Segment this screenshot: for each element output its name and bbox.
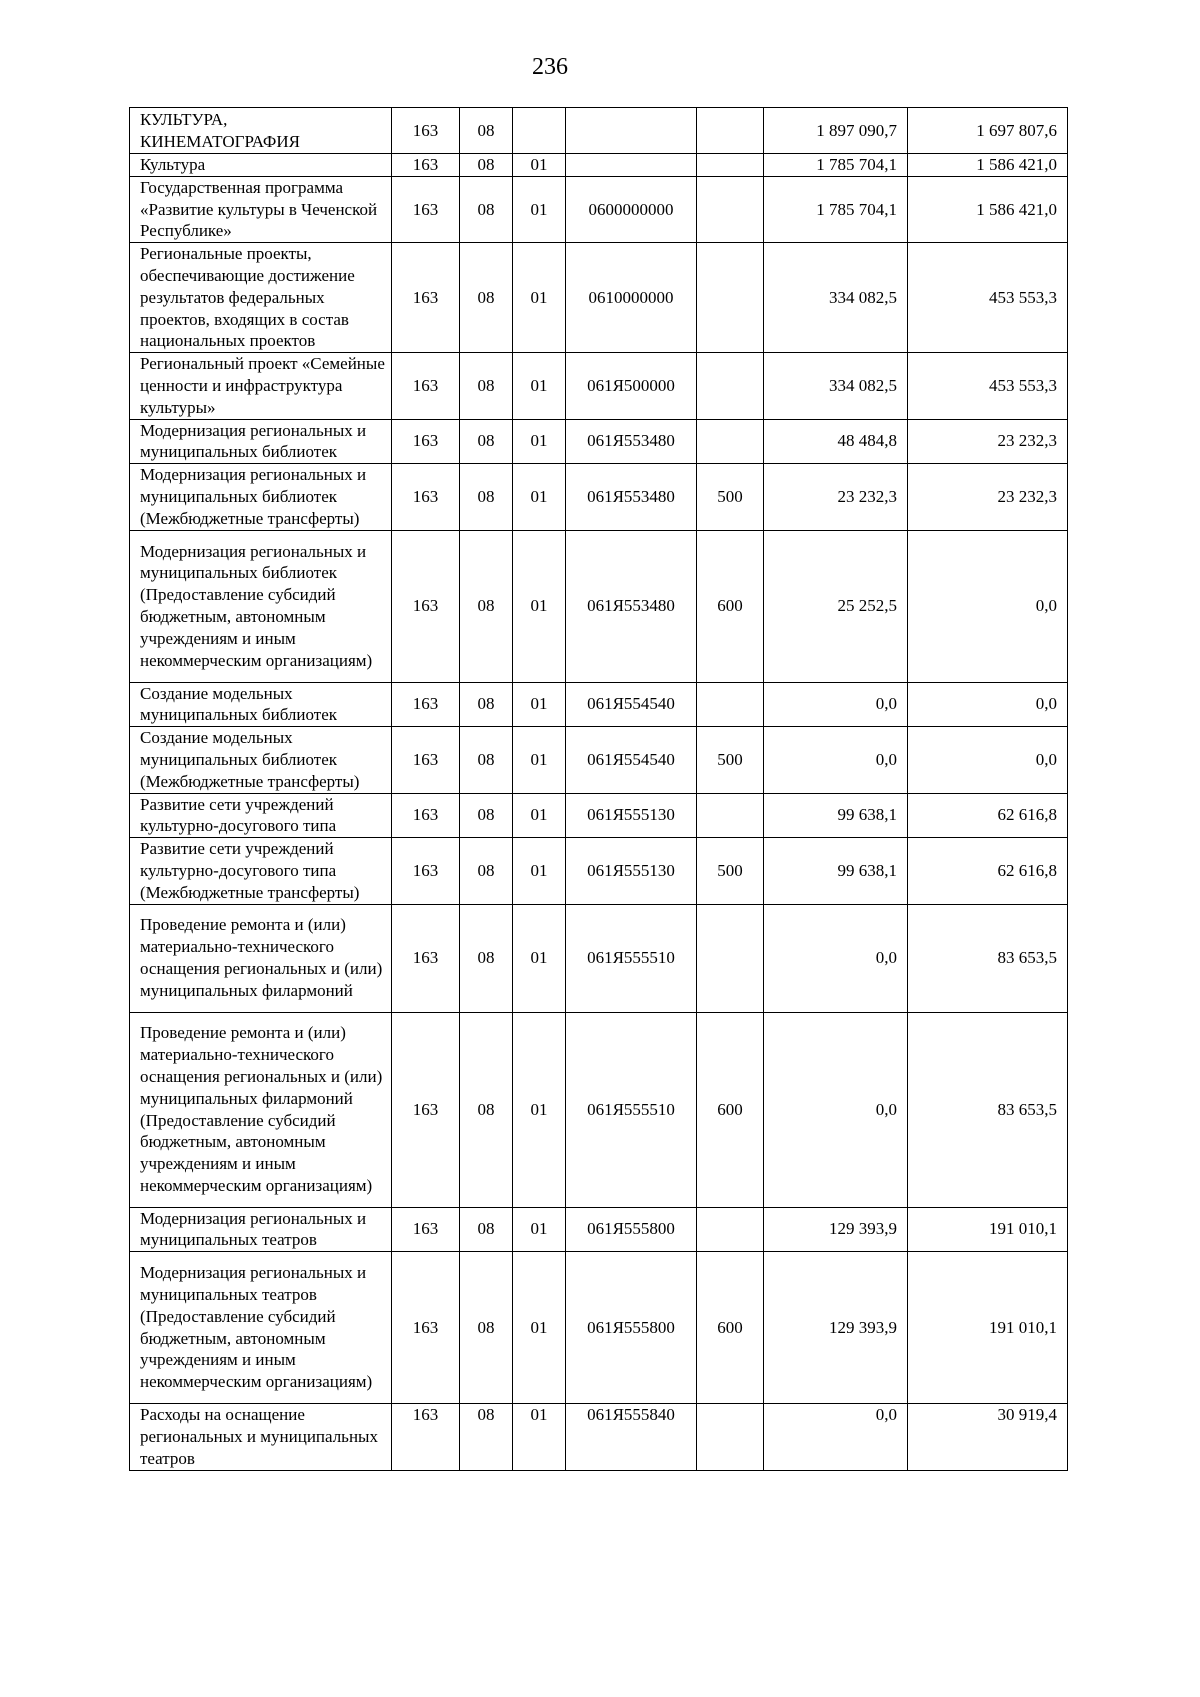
amount-year-2: 0,0	[908, 727, 1068, 793]
section-code: 08	[460, 353, 513, 419]
expense-type-code	[697, 1404, 764, 1470]
row-name: Расходы на оснащение региональных и муниципальных театров	[130, 1404, 392, 1470]
expense-type-code	[697, 904, 764, 1012]
subsection-code: 01	[513, 727, 566, 793]
table-row	[130, 419, 1068, 464]
subsection-code: 01	[513, 838, 566, 904]
subsection-code: 01	[513, 176, 566, 242]
amount-year-1: 48 484,8	[764, 419, 908, 464]
subsection-code: 01	[513, 1252, 566, 1404]
subsection-code: 01	[513, 1207, 566, 1252]
expense-type-code	[697, 682, 764, 727]
section-code: 08	[460, 243, 513, 353]
section-code: 08	[460, 1012, 513, 1207]
amount-year-2: 453 553,3	[908, 243, 1068, 353]
amount-year-1: 1 897 090,7	[764, 108, 908, 154]
amount-year-1: 23 232,3	[764, 464, 908, 530]
ministry-code: 163	[392, 243, 460, 353]
table-row	[130, 353, 1068, 419]
expense-type-code	[697, 793, 764, 838]
amount-year-2: 191 010,1	[908, 1207, 1068, 1252]
section-code: 08	[460, 530, 513, 682]
amount-year-2: 1 697 807,6	[908, 108, 1068, 154]
expense-type-code	[697, 243, 764, 353]
expense-type-code	[697, 353, 764, 419]
subsection-code: 01	[513, 1404, 566, 1470]
table-row	[130, 793, 1068, 838]
row-name: Модернизация региональных и муниципальных библиотек (Предоставление субсидий бюджетным, автономным учреждениям и иным некоммерческим организациям)	[130, 530, 392, 682]
table-row	[130, 108, 1068, 154]
amount-year-2: 23 232,3	[908, 464, 1068, 530]
row-name: Развитие сети учреждений культурно-досугового типа	[130, 793, 392, 838]
amount-year-1: 0,0	[764, 904, 908, 1012]
subsection-code: 01	[513, 1012, 566, 1207]
target-article-code: 061Я555840	[566, 1404, 697, 1470]
budget-table-body	[130, 108, 1068, 1471]
amount-year-1: 1 785 704,1	[764, 154, 908, 177]
target-article-code: 061Я555800	[566, 1207, 697, 1252]
amount-year-1: 99 638,1	[764, 838, 908, 904]
target-article-code: 061Я553480	[566, 419, 697, 464]
section-code: 08	[460, 1404, 513, 1470]
target-article-code: 061Я553480	[566, 464, 697, 530]
budget-table	[129, 107, 1068, 1471]
expense-type-code: 500	[697, 464, 764, 530]
amount-year-1: 0,0	[764, 1404, 908, 1470]
page-number: 236	[532, 54, 568, 80]
row-name: Государственная программа «Развитие культуры в Чеченской Республике»	[130, 176, 392, 242]
target-article-code: 0600000000	[566, 176, 697, 242]
row-name: КУЛЬТУРА, КИНЕМАТОГРАФИЯ	[130, 108, 392, 154]
amount-year-1: 129 393,9	[764, 1252, 908, 1404]
section-code: 08	[460, 838, 513, 904]
amount-year-2: 1 586 421,0	[908, 176, 1068, 242]
ministry-code: 163	[392, 353, 460, 419]
ministry-code: 163	[392, 838, 460, 904]
ministry-code: 163	[392, 419, 460, 464]
row-name: Проведение ремонта и (или) материально-технического оснащения региональных и (или) муниципальных филармоний (Предоставление субсидий бюджетным, автономным учреждениям и иным некоммерческим организациям)	[130, 1012, 392, 1207]
ministry-code: 163	[392, 176, 460, 242]
table-row	[130, 838, 1068, 904]
ministry-code: 163	[392, 904, 460, 1012]
target-article-code: 061Я555130	[566, 838, 697, 904]
section-code: 08	[460, 1207, 513, 1252]
section-code: 08	[460, 727, 513, 793]
target-article-code: 061Я554540	[566, 682, 697, 727]
target-article-code	[566, 108, 697, 154]
target-article-code: 061Я555800	[566, 1252, 697, 1404]
amount-year-2: 83 653,5	[908, 904, 1068, 1012]
table-row	[130, 904, 1068, 1012]
amount-year-2: 1 586 421,0	[908, 154, 1068, 177]
subsection-code: 01	[513, 243, 566, 353]
expense-type-code	[697, 419, 764, 464]
row-name: Создание модельных муниципальных библиотек	[130, 682, 392, 727]
amount-year-1: 334 082,5	[764, 243, 908, 353]
row-name: Модернизация региональных и муниципальных библиотек (Межбюджетные трансферты)	[130, 464, 392, 530]
target-article-code: 061Я555130	[566, 793, 697, 838]
table-row	[130, 682, 1068, 727]
amount-year-1: 99 638,1	[764, 793, 908, 838]
section-code: 08	[460, 682, 513, 727]
row-name: Создание модельных муниципальных библиотек (Межбюджетные трансферты)	[130, 727, 392, 793]
expense-type-code: 500	[697, 727, 764, 793]
expense-type-code	[697, 154, 764, 177]
expense-type-code	[697, 108, 764, 154]
target-article-code: 0610000000	[566, 243, 697, 353]
row-name: Развитие сети учреждений культурно-досугового типа (Межбюджетные трансферты)	[130, 838, 392, 904]
amount-year-2: 0,0	[908, 530, 1068, 682]
subsection-code: 01	[513, 793, 566, 838]
amount-year-2: 83 653,5	[908, 1012, 1068, 1207]
section-code: 08	[460, 904, 513, 1012]
section-code: 08	[460, 793, 513, 838]
subsection-code: 01	[513, 464, 566, 530]
expense-type-code: 600	[697, 1012, 764, 1207]
subsection-code: 01	[513, 682, 566, 727]
subsection-code: 01	[513, 419, 566, 464]
ministry-code: 163	[392, 793, 460, 838]
table-row	[130, 464, 1068, 530]
section-code: 08	[460, 419, 513, 464]
expense-type-code: 600	[697, 530, 764, 682]
table-row	[130, 176, 1068, 242]
expense-type-code	[697, 1207, 764, 1252]
ministry-code: 163	[392, 464, 460, 530]
table-row	[130, 530, 1068, 682]
ministry-code: 163	[392, 108, 460, 154]
ministry-code: 163	[392, 727, 460, 793]
amount-year-1: 1 785 704,1	[764, 176, 908, 242]
ministry-code: 163	[392, 154, 460, 177]
subsection-code: 01	[513, 530, 566, 682]
subsection-code	[513, 108, 566, 154]
target-article-code	[566, 154, 697, 177]
ministry-code: 163	[392, 682, 460, 727]
row-name: Модернизация региональных и муниципальных театров	[130, 1207, 392, 1252]
amount-year-2: 0,0	[908, 682, 1068, 727]
ministry-code: 163	[392, 1012, 460, 1207]
amount-year-1: 0,0	[764, 727, 908, 793]
ministry-code: 163	[392, 530, 460, 682]
row-name: Модернизация региональных и муниципальных библиотек	[130, 419, 392, 464]
section-code: 08	[460, 464, 513, 530]
amount-year-2: 30 919,4	[908, 1404, 1068, 1470]
amount-year-1: 129 393,9	[764, 1207, 908, 1252]
table-row	[130, 1404, 1068, 1470]
target-article-code: 061Я555510	[566, 904, 697, 1012]
subsection-code: 01	[513, 353, 566, 419]
table-row	[130, 1012, 1068, 1207]
table-row	[130, 243, 1068, 353]
table-row	[130, 1207, 1068, 1252]
amount-year-2: 453 553,3	[908, 353, 1068, 419]
amount-year-1: 25 252,5	[764, 530, 908, 682]
section-code: 08	[460, 154, 513, 177]
subsection-code: 01	[513, 154, 566, 177]
row-name: Культура	[130, 154, 392, 177]
section-code: 08	[460, 1252, 513, 1404]
amount-year-1: 334 082,5	[764, 353, 908, 419]
table-row	[130, 727, 1068, 793]
table-row	[130, 1252, 1068, 1404]
section-code: 08	[460, 176, 513, 242]
expense-type-code: 500	[697, 838, 764, 904]
subsection-code: 01	[513, 904, 566, 1012]
amount-year-2: 191 010,1	[908, 1252, 1068, 1404]
amount-year-2: 23 232,3	[908, 419, 1068, 464]
target-article-code: 061Я500000	[566, 353, 697, 419]
expense-type-code: 600	[697, 1252, 764, 1404]
row-name: Проведение ремонта и (или) материально-технического оснащения региональных и (или) муниципальных филармоний	[130, 904, 392, 1012]
amount-year-2: 62 616,8	[908, 838, 1068, 904]
row-name: Модернизация региональных и муниципальных театров (Предоставление субсидий бюджетным, автономным учреждениям и иным некоммерческим организациям)	[130, 1252, 392, 1404]
ministry-code: 163	[392, 1252, 460, 1404]
target-article-code: 061Я553480	[566, 530, 697, 682]
target-article-code: 061Я554540	[566, 727, 697, 793]
row-name: Региональный проект «Семейные ценности и инфраструктура культуры»	[130, 353, 392, 419]
target-article-code: 061Я555510	[566, 1012, 697, 1207]
section-code: 08	[460, 108, 513, 154]
table-row	[130, 154, 1068, 177]
expense-type-code	[697, 176, 764, 242]
amount-year-2: 62 616,8	[908, 793, 1068, 838]
ministry-code: 163	[392, 1207, 460, 1252]
amount-year-1: 0,0	[764, 1012, 908, 1207]
amount-year-1: 0,0	[764, 682, 908, 727]
row-name: Региональные проекты, обеспечивающие достижение результатов федеральных проектов, входящих в состав национальных проектов	[130, 243, 392, 353]
ministry-code: 163	[392, 1404, 460, 1470]
